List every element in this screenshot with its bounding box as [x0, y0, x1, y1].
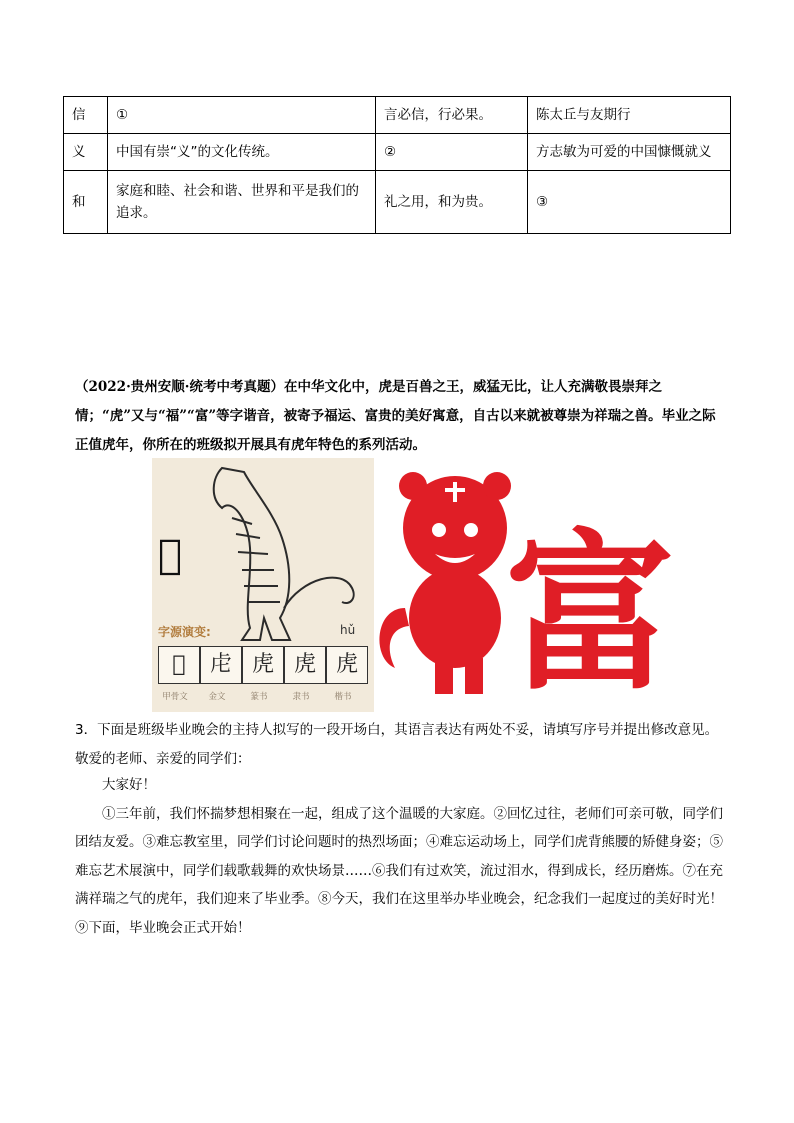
table-cell: 陈太丘与友期行 [528, 97, 731, 134]
tiger-character-evolution-image [152, 458, 374, 712]
form-regular: 虎 [326, 646, 368, 684]
form-oracle: 𧆞 [158, 646, 200, 684]
form-label: 隶书 [292, 692, 310, 702]
form-bronze: 虍 [200, 646, 242, 684]
table-row [64, 171, 731, 234]
table-cell: 家庭和睦、社会和谐、世界和平是我们的追求。 [108, 171, 376, 234]
form-label: 金文 [208, 692, 226, 702]
speech-body: ①三年前，我们怀揣梦想相聚在一起，组成了这个温暖的大家庭。②回忆过往，老师们可亲可敬，同学们团结友爱。③难忘教室里，同学们讨论问题时的热烈场面；④难忘运动场上，同学们虎背熊腰的矫健身姿；⑤难忘艺术展演中，同学们载歌载舞的欢快场景……⑥我们有过欢笑，流过泪水，得到成长，经历磨炼。⑦在充满祥瑞之气的虎年，我们迎来了毕业季。⑧今天，我们在这里举办毕业晚会，纪念我们一起度过的美好时光！⑨下面，毕业晚会正式开始！ [75, 805, 723, 936]
question-3 [75, 716, 735, 774]
table-cell: ② [376, 134, 528, 171]
evolution-forms [158, 646, 368, 686]
culture-table [63, 96, 731, 234]
table-cell: 中国有崇“义”的文化传统。 [108, 134, 376, 171]
table-row [64, 134, 731, 171]
form-label: 甲骨文 [162, 692, 188, 702]
fu-glyph: 富 [505, 514, 676, 714]
pinyin-label: hǔ [340, 623, 356, 637]
tiger-papercut-icon [375, 458, 676, 714]
form-label: 篆书 [250, 692, 268, 702]
tiger-papercut-image [375, 458, 676, 714]
opening-speech [75, 771, 725, 942]
table-cell: 方志敏为可爱的中国慷慨就义 [528, 134, 731, 171]
table-cell: ③ [528, 171, 731, 234]
table-row [64, 97, 731, 134]
salutation: 敬爱的老师、亲爱的同学们： [75, 751, 251, 767]
evolution-caption: 字源演变: [158, 625, 211, 639]
table-cell: 和 [64, 171, 108, 234]
form-seal: 虎 [242, 646, 284, 684]
table-cell: ① [108, 97, 376, 134]
form-clerical: 虎 [284, 646, 326, 684]
svg-text:𧆞: 𧆞 [158, 532, 183, 578]
question-3-text: 3．下面是班级毕业晚会的主持人拟写的一段开场白，其语言表达有两处不妥，请填写序号并提出修改意见。 [75, 722, 719, 738]
question-intro: （2022·贵州安顺·统考中考真题）在中华文化中，虎是百兽之王，威猛无比，让人充满敬畏崇拜之情；“虎”又与“福”“富”等字谐音，被寄予福运、富贵的美好寓意，自古以来就被尊崇为祥瑞之兽。毕业之际正值虎年，你所在的班级拟开展具有虎年特色的系列活动。 [75, 379, 716, 453]
table-cell: 义 [64, 134, 108, 171]
table-cell: 礼之用，和为贵。 [376, 171, 528, 234]
form-label: 楷书 [334, 692, 352, 702]
table-cell: 信 [64, 97, 108, 134]
table-cell: 言必信，行必果。 [376, 97, 528, 134]
greeting: 大家好！ [102, 777, 156, 793]
